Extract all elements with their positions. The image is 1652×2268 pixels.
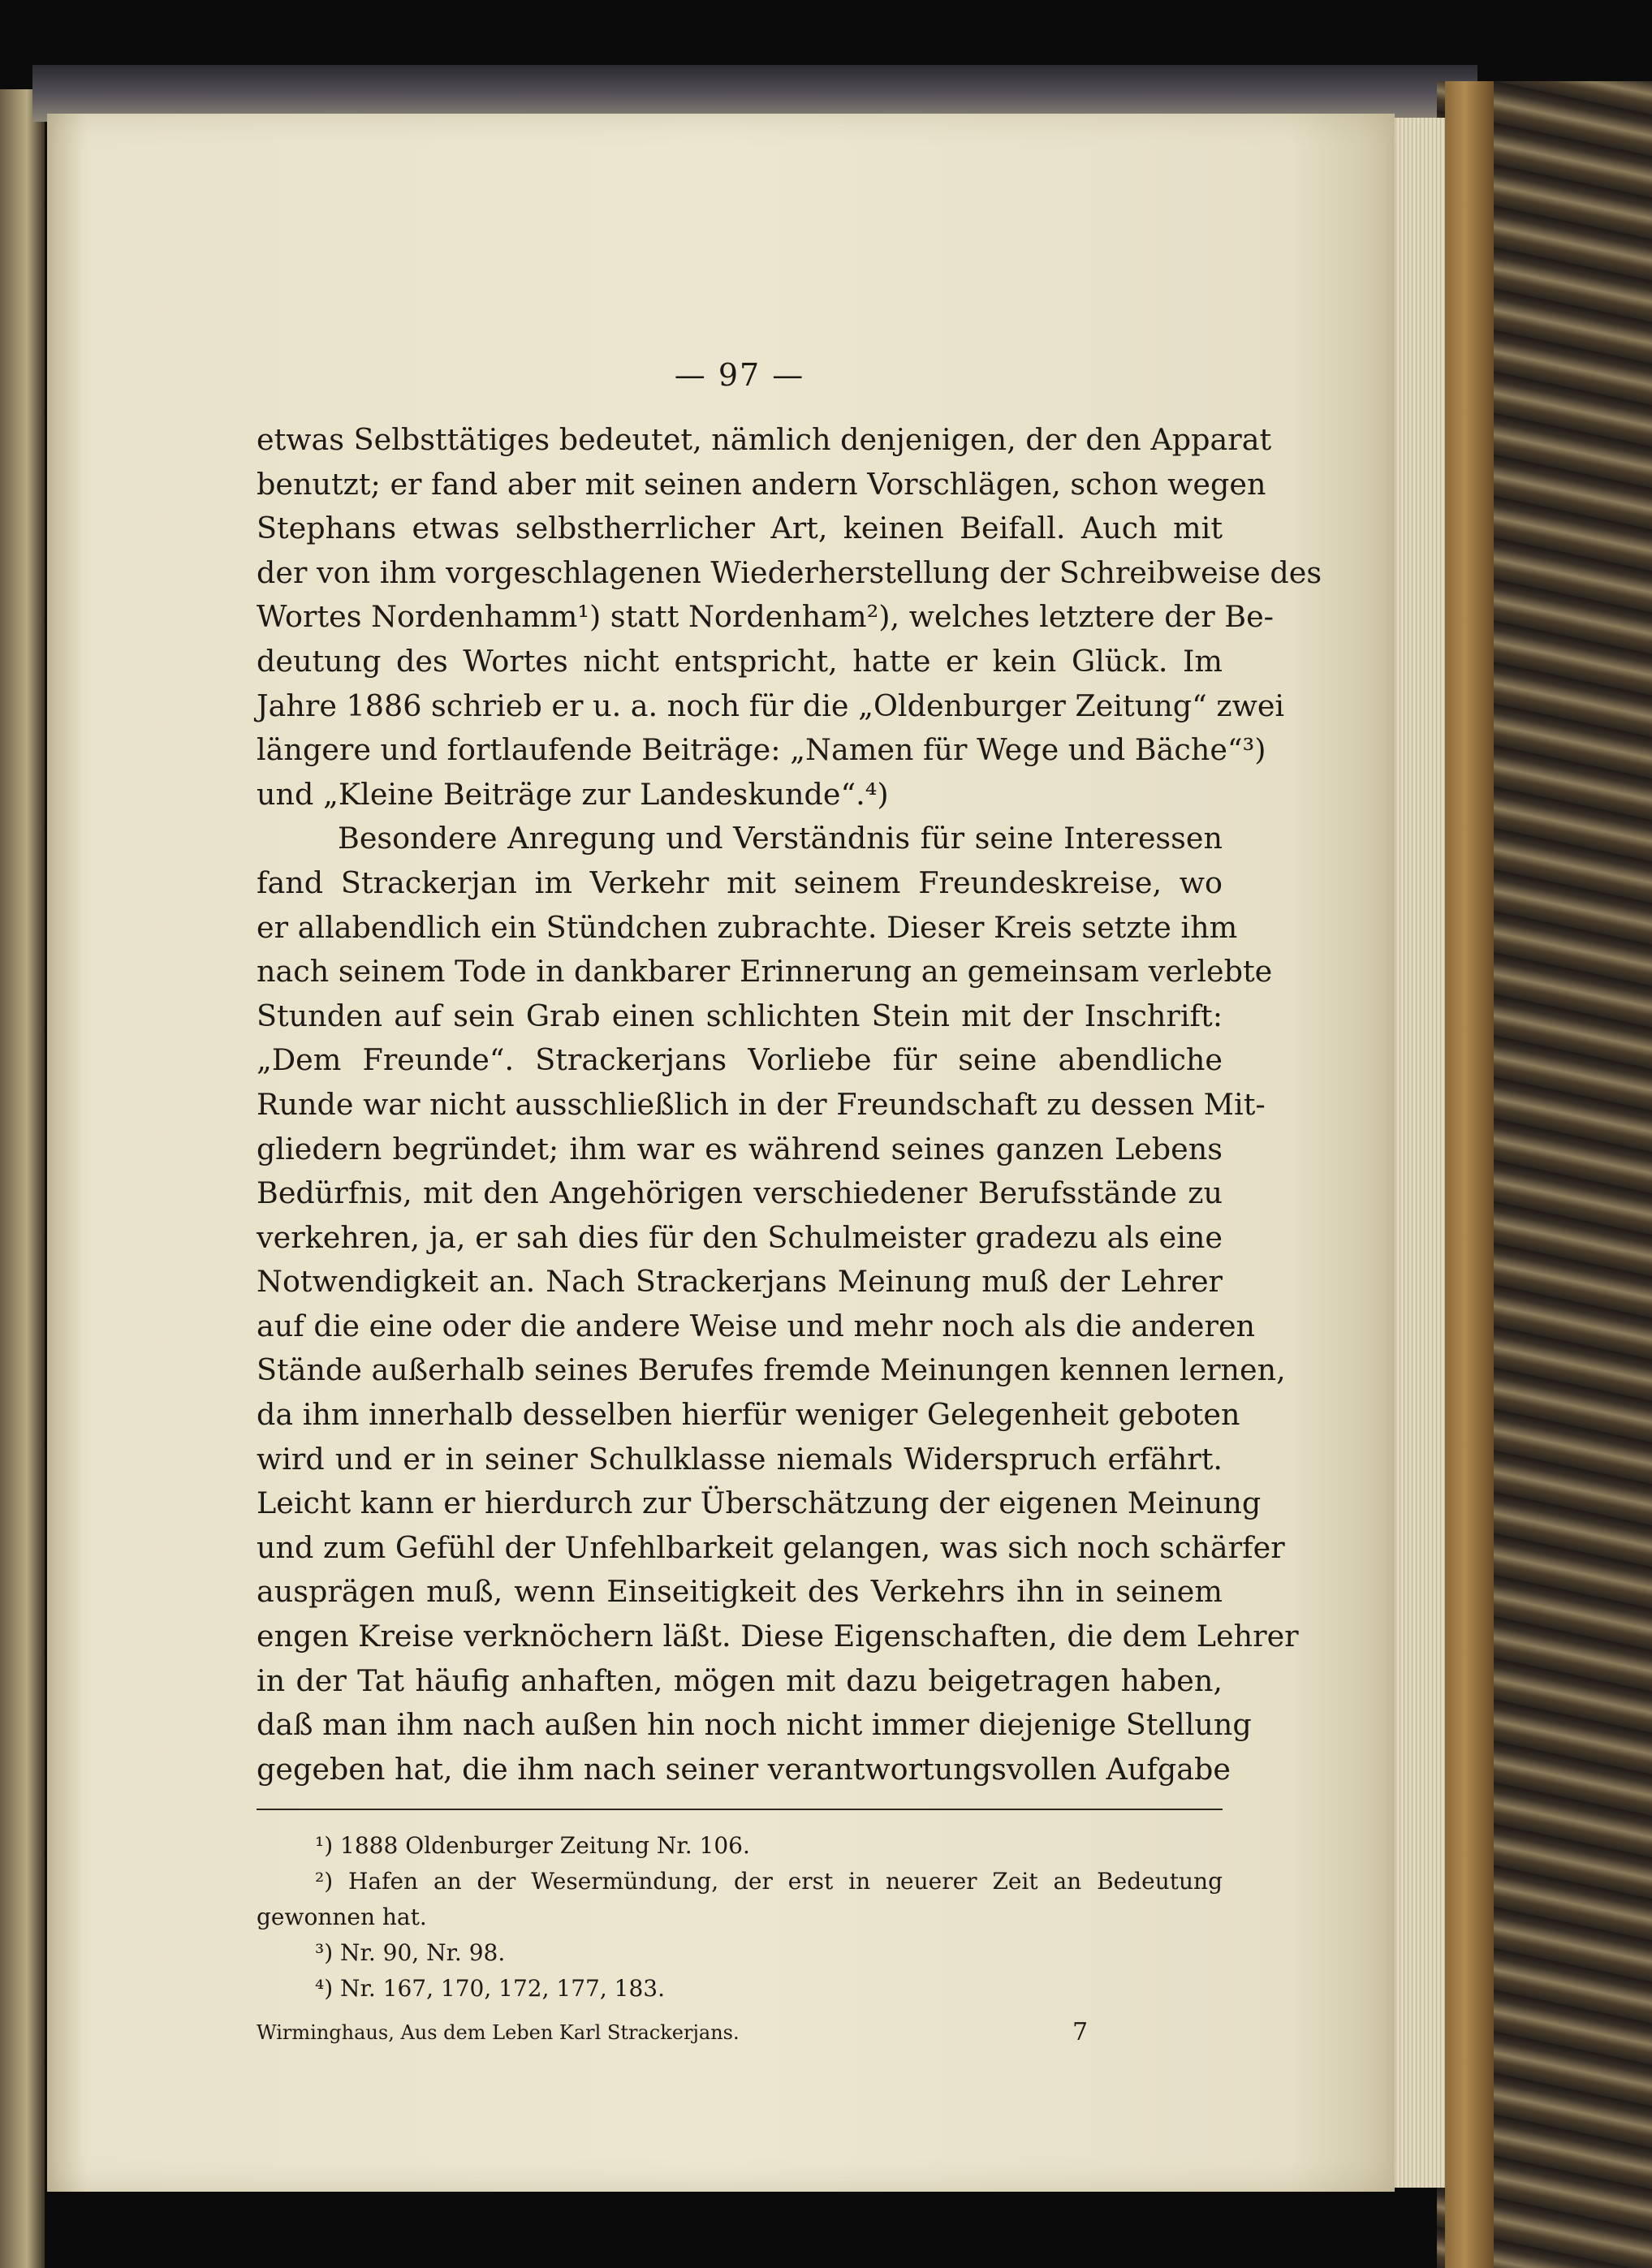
text-line: Stunden auf sein Grab einen schlichten Stein mit der Inschrift: <box>257 998 1223 1033</box>
text-line: ausprägen muß, wenn Einseitigkeit des Verkehrs ihn in seinem <box>257 1574 1223 1610</box>
text-line: daß man ihm nach außen hin noch nicht immer diejenige Stellung <box>257 1707 1252 1743</box>
footnote: ³) Nr. 90, Nr. 98. <box>315 1939 506 1966</box>
text-line: „Dem Freunde“. Strackerjans Vorliebe für seine abendliche <box>257 1042 1223 1078</box>
body-text <box>257 418 1322 1792</box>
text-line: da ihm innerhalb desselben hierfür weniger Gelegenheit geboten <box>257 1397 1240 1433</box>
text-line: und „Kleine Beiträge zur Landeskunde“.⁴) <box>257 776 889 812</box>
page-number: — 97 — <box>674 357 805 393</box>
text-line: Notwendigkeit an. Nach Strackerjans Meinung muß der Lehrer <box>257 1264 1223 1300</box>
footnote: ¹) 1888 Oldenburger Zeitung Nr. 106. <box>315 1832 750 1859</box>
text-line: etwas Selbsttätiges bedeutet, nämlich denjenigen, der den Apparat <box>257 422 1272 457</box>
text-line: benutzt; er fand aber mit seinen andern Vorschlägen, schon wegen <box>257 466 1266 502</box>
text-line: deutung des Wortes nicht entspricht, hatte er kein Glück. Im <box>257 643 1223 679</box>
text-line: Bedürfnis, mit den Angehörigen verschiedener Berufsstände zu <box>257 1175 1223 1211</box>
text-line: Stände außerhalb seines Berufes fremde Meinungen kennen lernen, <box>257 1352 1286 1388</box>
text-line: Wortes Nordenhamm¹) statt Nordenham²), welches letztere der Be- <box>257 599 1275 635</box>
footnote: ⁴) Nr. 167, 170, 172, 177, 183. <box>315 1975 665 2002</box>
text-line: nach seinem Tode in dankbarer Erinnerung an gemeinsam verlebte <box>257 954 1273 990</box>
scanned-book <box>0 32 1652 2236</box>
footnote-continuation: gewonnen hat. <box>257 1904 427 1930</box>
text-line: der von ihm vorgeschlagenen Wiederherstellung der Schreibweise des <box>257 554 1322 590</box>
text-line: Stephans etwas selbstherrlicher Art, keinen Beifall. Auch mit <box>257 511 1223 546</box>
text-line: auf die eine oder die andere Weise und mehr noch als die anderen <box>257 1308 1256 1343</box>
text-line: in der Tat häufig anhaften, mögen mit dazu beigetragen haben, <box>257 1662 1223 1698</box>
text-line: wird und er in seiner Schulklasse niemals Widerspruch erfährt. <box>257 1441 1223 1477</box>
footnotes <box>257 1828 1223 2007</box>
text-line: Jahre 1886 schrieb er u. a. noch für die „Oldenburger Zeitung“ zwei <box>257 688 1285 723</box>
text-line: gegeben hat, die ihm nach seiner verantwortungsvollen Aufgabe <box>257 1751 1231 1787</box>
text-line: Leicht kann er hierdurch zur Überschätzung der eigenen Meinung <box>257 1485 1262 1521</box>
text-line: engen Kreise verknöchern läßt. Diese Eigenschaften, die dem Lehrer <box>257 1619 1299 1654</box>
sheet-number: 7 <box>1072 2018 1089 2046</box>
text-line: Besondere Anregung und Verständnis für seine Interessen <box>338 821 1223 856</box>
text-line: fand Strackerjan im Verkehr mit seinem Freundeskreise, wo <box>257 865 1223 900</box>
text-line: Runde war nicht ausschließlich in der Freundschaft zu dessen Mit- <box>257 1086 1266 1122</box>
left-page-edge <box>0 89 45 2268</box>
book-page <box>47 114 1395 2192</box>
text-line: und zum Gefühl der Unfehlbarkeit gelangen, was sich noch schärfer <box>257 1529 1285 1565</box>
leather-cover-edge <box>1445 81 1494 2268</box>
footnote: ²) Hafen an der Wesermündung, der erst in neuerer Zeit an Bedeutung <box>315 1868 1223 1895</box>
text-line: längere und fortlaufende Beiträge: „Namen für Wege und Bäche“³) <box>257 732 1266 768</box>
page-stack-edge <box>1388 118 1445 2188</box>
footnote-divider <box>257 1809 1223 1810</box>
text-line: er allabendlich ein Stündchen zubrachte. Dieser Kreis setzte ihm <box>257 909 1238 945</box>
printer-signature: Wirminghaus, Aus dem Leben Karl Strackerjans. <box>257 2021 740 2044</box>
text-line: gliedern begründet; ihm war es während seines ganzen Lebens <box>257 1131 1223 1166</box>
text-line: verkehren, ja, er sah dies für den Schulmeister gradezu als eine <box>257 1219 1223 1255</box>
